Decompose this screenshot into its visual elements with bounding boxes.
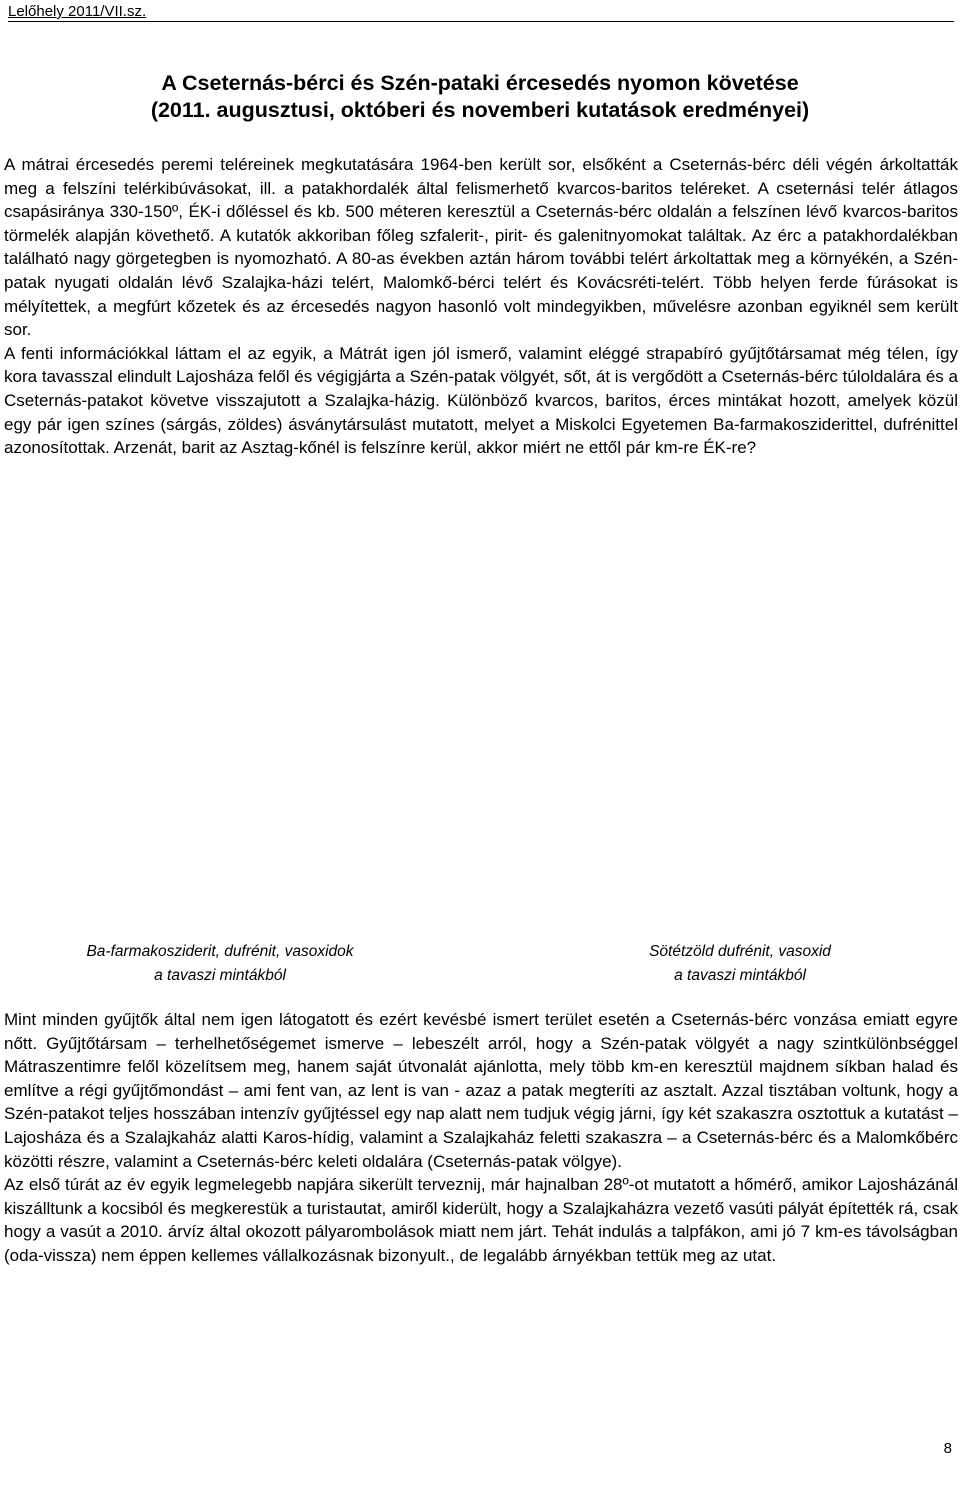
header-text: Lelőhely 2011/VII.sz.	[8, 3, 147, 20]
paragraph-1: A mátrai ércesedés peremi teléreinek megkutatására 1964-ben került sor, elsőként a Cseternás-bérc déli végén árkoltatták meg a felszíni telérkibúvásokat, ill. a patakhordalék által felismerhető kvarcos-baritos teléreket. A cseternási telér átlagos csapásiránya 330-150º, ÉK-i dőléssel és kb. 500 méteren keresztül a Cseternás-bérc oldalán a felszínen lévő kvarcos-baritos törmelék alapján követhető. A kutatók akkoriban főleg szfalerit-, pirit- és galenitnyomokat találtak. Az érc a patakhordalékban található nagy görgetegben is nyomozható. A 80-as években aztán három további telért árkoltattak meg a környékén, a Szén-patak nyugati oldalán lévő Szalajka-házi telért, Malomkő-bérci telért és Kovácsréti-telért. Több helyen ferde fúrásokat is mélyítettek, a megfúrt kőzetek és az ércesedés nagyon hasonló volt mindegyikben, művelésre azonban egyiknél sem került sor.	[4, 155, 958, 340]
caption-left-line2: a tavaszi mintákból	[154, 967, 286, 984]
caption-right-line1: Sötétzöld dufrénit, vasoxid	[649, 943, 831, 960]
page-number: 8	[943, 1440, 952, 1457]
body-text-upper	[4, 153, 958, 460]
article-subtitle: (2011. augusztusi, októberi és novemberi kutatások eredményei)	[150, 98, 810, 122]
photo-caption-right	[540, 940, 940, 988]
caption-left-line1: Ba-farmakosziderit, dufrénit, vasoxidok	[86, 943, 354, 960]
paragraph-3: Mint minden gyűjtők által nem igen látogatott és ezért kevésbé ismert terület esetén a Cseternás-bérc vonzása emiatt egyre nőtt. Gyűjtőtársam – terhelhetőségemet ismerve – lebeszélt arról, hogy a Szén-patak völgyét a nagy szintkülönbséggel Mátraszentimre felől közelítsem meg, hanem saját útvonalát ajánlotta, mely több km-en keresztül majdnem síkban halad és említve a régi gyűjtőmondást – ami fent van, az lent is van - azaz a patak megteríti az asztalt. Azzal tisztában voltunk, hogy a Szén-patakot teljes hosszában intenzív gyűjtéssel egy nap alatt nem tudjuk végig járni, így két szakaszra osztottuk a kutatást – Lajosháza és a Szalajkaház alatti Karos-hídig, valamint a Szalajkaház feletti szakaszra – a Cseternás-bérc és a Malomkőbérc közötti részre, valamint a Cseternás-bérc keleti oldalára (Cseternás-patak völgye).	[4, 1010, 958, 1171]
photo-caption-left	[20, 940, 420, 988]
running-header	[8, 4, 954, 22]
paragraph-2: A fenti információkkal láttam el az egyik, a Mátrát igen jól ismerő, valamint eléggé strapabíró gyűjtőtársamat még télen, így kora tavasszal elindult Lajosháza felől és végigjárta a Szén-patak völgyét, sőt, át is vergődött a Cseternás-bérc túloldalára és a Cseternás-patakot követve visszajutott a Szalajka-házig. Különböző kvarcos, baritos, érces mintákat hozott, amelyek közül egy pár igen színes (sárgás, zöldes) ásványtársulást mutatott, melyet a Miskolci Egyetemen Ba-farmakosziderittel, dufrénittel azonosítottak. Arzenát, barit az Asztag-kőnél is felszínre kerül, akkor miért ne ettől pár km-re ÉK-re?	[4, 343, 958, 458]
caption-right-line2: a tavaszi mintákból	[674, 967, 806, 984]
article-title: A Cseternás-bérci és Szén-pataki ércesedés nyomon követése	[161, 71, 799, 95]
paragraph-4: Az első túrát az év egyik legmelegebb napjára sikerült terveznij, már hajnalban 28º-ot mutatott a hőmérő, amikor Lajosházánál kiszálltunk a kocsiból és megkerestük a turistautat, amiről kiderült, hogy a Szalajkaházra vezető vasúti pályát építették rá, csak hogy a vasút a 2010. árvíz által okozott pályarombolások miatt nem járt. Tehát indulás a talpfákon, ami jó 7 km-es távolságban (oda-vissza) nem éppen kellemes vállalkozásnak bizonyult., de legalább árnyékban tettük meg az utat.	[4, 1175, 958, 1265]
body-text-lower	[4, 1008, 958, 1268]
